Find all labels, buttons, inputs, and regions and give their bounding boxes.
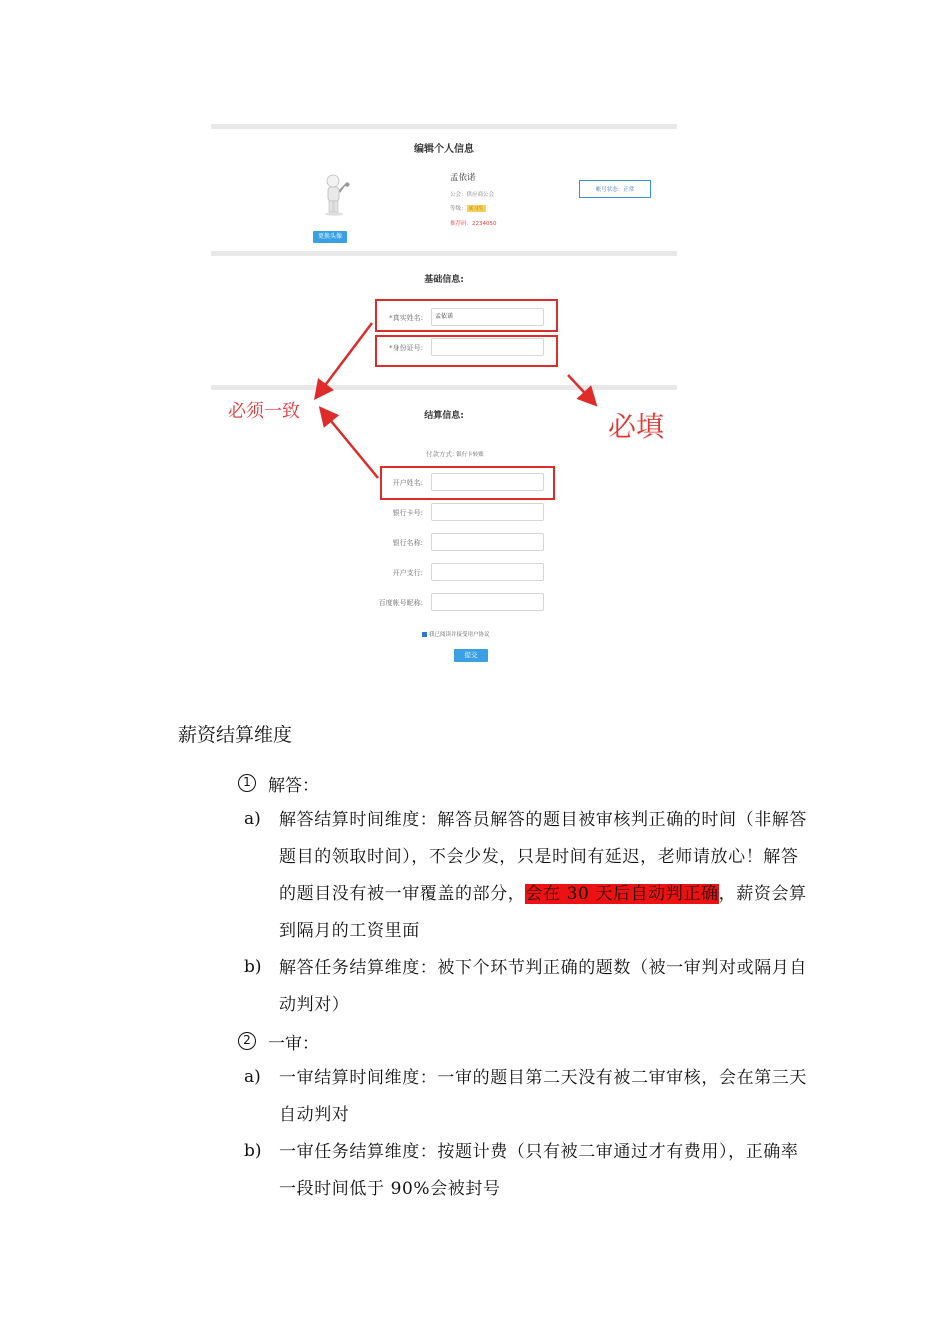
id-number-label: *身份证号: [389,344,423,352]
section1-a-highlight: 会在 30 天后自动判正确 [525,884,719,904]
branch-input[interactable] [431,563,544,581]
level-badge: 实习生 [468,206,484,212]
section2-b-paragraph: 一审任务结算维度：按题计费（只有被二审通过才有费用），正确率一段时间低于 90%会被封号 [279,1142,799,1199]
level-label: 等级： [450,206,467,212]
branch-label: 开户支行: [392,569,423,577]
baidu-nickname-input[interactable] [431,593,544,611]
user-name: 孟依诺 [450,173,476,183]
section1-b-paragraph: 解答任务结算维度：被下个环节判正确的题数（被一审判对或隔月自动判对） [279,958,807,1015]
real-name-input[interactable]: 孟依诺 [431,308,544,326]
bank-name-input[interactable] [431,533,544,551]
section2-b-marker: b) [244,1141,262,1161]
id-number-highlight-box [375,335,558,367]
real-name-label: *真实姓名: [389,314,423,322]
section1-a-marker: a) [244,809,261,829]
settlement-info-title: 结算信息: [424,411,464,421]
agreement-checkbox[interactable] [422,632,427,637]
baidu-nickname-label: 百度帐号昵称: [378,599,423,607]
section-divider-2 [211,385,677,390]
bank-name-label: 银行名称: [392,539,423,547]
required-annotation: 必填 [608,410,665,443]
section1-a-paragraph [279,802,809,950]
payment-value: 银行卡转账 [456,452,484,458]
agreement-text: 我已阅读并接受用户协议 [429,632,490,638]
section2-title: 一审： [268,1034,319,1054]
avatar [319,172,355,216]
section1-title: 解答： [268,776,319,796]
section-heading: 薪资结算维度 [178,724,293,746]
section1-b-marker: b) [244,957,262,977]
change-avatar-button[interactable]: 更换头像 [313,231,347,243]
real-name-highlight-box [375,299,558,332]
section-divider [211,251,677,256]
must-match-annotation: 必须一致 [228,401,300,422]
section2-number: 2 [238,1032,256,1050]
payment-method [426,449,484,458]
section2-a-marker: a) [244,1067,261,1087]
payment-label: 付款方式: [426,450,455,458]
bank-card-input[interactable] [431,503,544,521]
user-guild: 公会：供应商公会 [450,192,495,198]
account-name-highlight-box [380,466,555,500]
agreement-row[interactable] [422,630,490,638]
account-name-label: 开户姓名: [392,479,423,487]
submit-button[interactable]: 提交 [454,649,488,662]
referral-code: 推荐码：2234050 [450,221,497,227]
user-level [450,204,486,212]
bank-card-label: 银行卡号: [392,509,423,517]
top-divider [211,124,677,129]
section1-a-text-1: 解答结算时间维度：解答员解答的题目被审核判正确的时间（非解答题目的领取时间），不会少发，只是时间有延迟，老师请放心！解答的题目没有被一审覆盖的部分， [279,810,807,904]
section1-a-text-2: ，薪资会算到隔月的工资里面 [279,884,807,941]
section2-a-paragraph: 一审结算时间维度：一审的题目第二天没有被二审审核，会在第三天自动判对 [279,1068,807,1125]
basic-info-title: 基础信息: [424,275,464,285]
account-status-badge: 帐号状态：正常 [579,180,651,198]
section1-number: 1 [238,774,256,792]
edit-profile-title: 编辑个人信息 [414,144,474,155]
